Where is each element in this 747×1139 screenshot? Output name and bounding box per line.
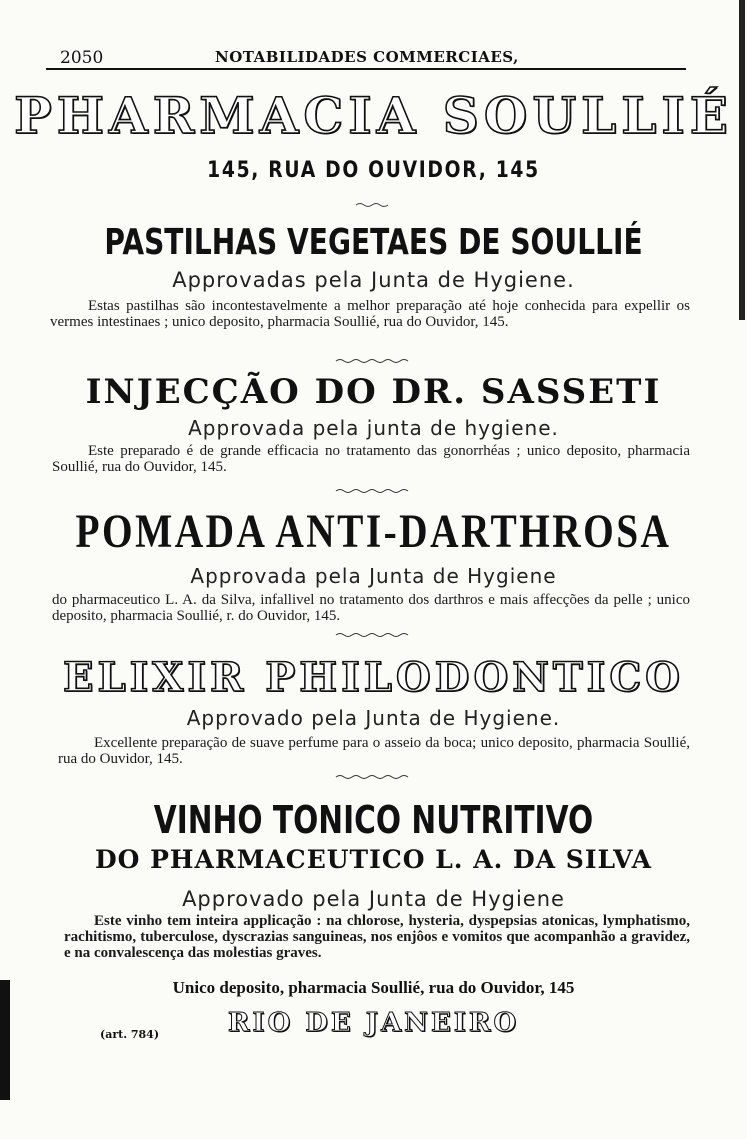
separator-ornament	[0, 358, 747, 364]
product-title-pastilhas: PASTILHAS VEGETAES DE SOULLIÉ	[104, 222, 643, 263]
product-title-injeccao: INJECÇÃO DO DR. SASSETI	[85, 372, 662, 412]
product-approval-vinho: Approvado pela Junta de Hygiene	[182, 887, 565, 911]
separator-ornament	[0, 202, 747, 208]
product-description-injeccao: Este preparado é de grande efficacia no tratamento das gonorrhéas ; unico deposito, pharmacia Soullié, rua do Ouvidor, 145.	[52, 443, 690, 475]
product-title-elixir: ELIXIR PHILODONTICO	[62, 654, 685, 701]
pharmacy-address: 145, RUA DO OUVIDOR, 145	[207, 158, 540, 183]
pharmacy-name: PHARMACIA SOULLIÉ	[14, 86, 733, 145]
separator-ornament	[0, 632, 747, 638]
city-name: RIO DE JANEIRO	[227, 1008, 520, 1038]
product-description-pastilhas: Estas pastilhas são incontestavelmente a melhor preparação até hoje conhecida para expellir os vermes intestinaes ; unico deposito, pharmacia Soullié, rua do Ouvidor, 145.	[50, 298, 690, 330]
product-approval-elixir: Approvado pela Junta de Hygiene.	[186, 706, 561, 730]
product-title-vinho: VINHO TONICO NUTRITIVO	[153, 798, 594, 842]
separator-ornament	[0, 488, 747, 494]
product-description-elixir: Excellente preparação de suave perfume para o asseio da boca; unico deposito, pharmacia Soullié, rua do Ouvidor, 145.	[58, 735, 690, 767]
header-rule	[46, 68, 686, 70]
product-approval-pastilhas: Approvadas pela Junta de Hygiene.	[172, 268, 575, 292]
running-title: NOTABILIDADES COMMERCIAES,	[215, 48, 519, 66]
product-approval-injeccao: Approvada pela junta de hygiene.	[188, 416, 559, 440]
binding-edge-mark	[739, 0, 745, 320]
page-number: 2050	[60, 48, 104, 68]
product-description-vinho: Este vinho tem inteira applicação : na chlorose, hysteria, dyspepsias atonicas, lymphatismo, rachitismo, tuberculose, dyscrazias sanguineas, nos enjôos e vomitos que acompanhão a gravidez, e na convalescença das molestias graves.	[64, 913, 690, 961]
article-reference: (art. 784)	[100, 1028, 160, 1041]
product-title-pomada: POMADA ANTI-DARTHROSA	[75, 505, 672, 558]
binding-edge-mark	[0, 980, 10, 1100]
product-approval-pomada: Approvada pela Junta de Hygiene	[190, 564, 557, 588]
product-subtitle-vinho: DO PHARMACEUTICO L. A. DA SILVA	[94, 845, 653, 874]
product-deposit-vinho: Unico deposito, pharmacia Soullié, rua do Ouvidor, 145	[172, 978, 575, 997]
separator-ornament	[0, 774, 747, 780]
product-description-pomada: do pharmaceutico L. A. da Silva, infallivel no tratamento dos darthros e mais affecções da pelle ; unico deposito, pharmacia Soullié, r. do Ouvidor, 145.	[52, 592, 690, 624]
